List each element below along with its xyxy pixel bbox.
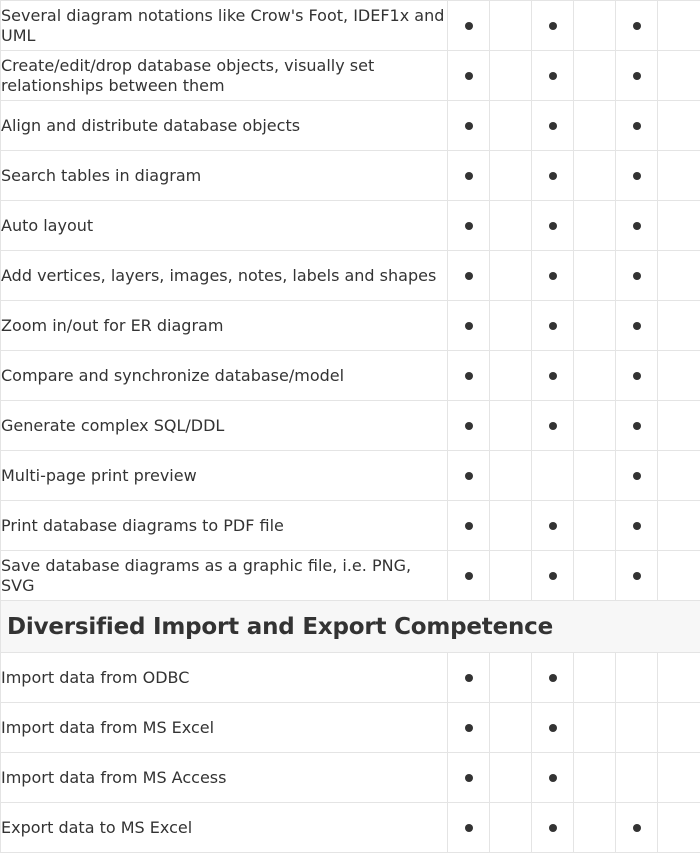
support-cell [490, 753, 532, 803]
support-cell [490, 101, 532, 151]
bullet-icon [549, 522, 557, 530]
bullet-icon [633, 272, 641, 280]
feature-label: Export data to MS Excel [1, 803, 448, 853]
feature-label: Add vertices, layers, images, notes, labels and shapes [1, 251, 448, 301]
support-cell [532, 653, 574, 703]
support-cell [490, 151, 532, 201]
support-cell [532, 1, 574, 51]
support-cell [448, 501, 490, 551]
section-title: Diversified Import and Export Competence [1, 601, 700, 653]
support-cell [448, 151, 490, 201]
support-cell [490, 401, 532, 451]
feature-row [1, 151, 700, 201]
support-cell [490, 351, 532, 401]
bullet-icon [465, 172, 473, 180]
support-cell [490, 451, 532, 501]
support-cell [658, 351, 700, 401]
support-cell [616, 251, 658, 301]
support-cell [616, 351, 658, 401]
bullet-icon [633, 824, 641, 832]
bullet-icon [633, 122, 641, 130]
bullet-icon [549, 674, 557, 682]
bullet-icon [549, 72, 557, 80]
bullet-icon [465, 122, 473, 130]
support-cell [658, 653, 700, 703]
support-cell [574, 51, 616, 101]
feature-label: Import data from ODBC [1, 653, 448, 703]
feature-label: Search tables in diagram [1, 151, 448, 201]
support-cell [532, 301, 574, 351]
support-cell [532, 753, 574, 803]
bullet-icon [549, 22, 557, 30]
feature-label: Import data from MS Access [1, 753, 448, 803]
support-cell [448, 301, 490, 351]
feature-row [1, 301, 700, 351]
feature-row [1, 753, 700, 803]
support-cell [574, 753, 616, 803]
support-cell [574, 251, 616, 301]
feature-row [1, 703, 700, 753]
bullet-icon [465, 774, 473, 782]
bullet-icon [549, 724, 557, 732]
support-cell [490, 251, 532, 301]
support-cell [490, 201, 532, 251]
bullet-icon [465, 272, 473, 280]
bullet-icon [633, 72, 641, 80]
support-cell [616, 451, 658, 501]
support-cell [532, 201, 574, 251]
support-cell [448, 1, 490, 51]
support-cell [448, 201, 490, 251]
support-cell [658, 301, 700, 351]
bullet-icon [633, 172, 641, 180]
feature-label: Align and distribute database objects [1, 101, 448, 151]
support-cell [658, 151, 700, 201]
support-cell [490, 703, 532, 753]
bullet-icon [633, 522, 641, 530]
feature-row [1, 401, 700, 451]
support-cell [490, 803, 532, 853]
feature-label: Import data from MS Excel [1, 703, 448, 753]
bullet-icon [465, 472, 473, 480]
support-cell [574, 151, 616, 201]
bullet-icon [549, 572, 557, 580]
support-cell [574, 703, 616, 753]
bullet-icon [465, 724, 473, 732]
support-cell [448, 753, 490, 803]
bullet-icon [465, 372, 473, 380]
support-cell [532, 451, 574, 501]
feature-row [1, 101, 700, 151]
support-cell [490, 301, 532, 351]
support-cell [532, 501, 574, 551]
support-cell [658, 251, 700, 301]
support-cell [574, 551, 616, 601]
feature-row [1, 251, 700, 301]
support-cell [490, 51, 532, 101]
feature-label: Several diagram notations like Crow's Foot, IDEF1x and UML [1, 1, 448, 51]
feature-label: Print database diagrams to PDF file [1, 501, 448, 551]
support-cell [574, 1, 616, 51]
support-cell [658, 551, 700, 601]
support-cell [658, 101, 700, 151]
feature-label: Multi-page print preview [1, 451, 448, 501]
support-cell [490, 501, 532, 551]
bullet-icon [549, 172, 557, 180]
support-cell [658, 201, 700, 251]
feature-label: Save database diagrams as a graphic file, i.e. PNG, SVG [1, 551, 448, 601]
bullet-icon [465, 322, 473, 330]
section-header-row [1, 601, 700, 653]
support-cell [658, 501, 700, 551]
bullet-icon [633, 22, 641, 30]
feature-row [1, 551, 700, 601]
bullet-icon [465, 522, 473, 530]
bullet-icon [549, 774, 557, 782]
support-cell [532, 551, 574, 601]
bullet-icon [465, 72, 473, 80]
feature-label: Create/edit/drop database objects, visually set relationships between them [1, 51, 448, 101]
bullet-icon [465, 22, 473, 30]
feature-row [1, 653, 700, 703]
support-cell [532, 803, 574, 853]
support-cell [448, 703, 490, 753]
support-cell [448, 551, 490, 601]
support-cell [616, 653, 658, 703]
support-cell [490, 1, 532, 51]
bullet-icon [633, 372, 641, 380]
support-cell [616, 753, 658, 803]
feature-label: Compare and synchronize database/model [1, 351, 448, 401]
bullet-icon [633, 322, 641, 330]
bullet-icon [549, 272, 557, 280]
feature-label: Auto layout [1, 201, 448, 251]
bullet-icon [633, 572, 641, 580]
bullet-icon [465, 824, 473, 832]
bullet-icon [549, 824, 557, 832]
support-cell [574, 351, 616, 401]
support-cell [532, 251, 574, 301]
support-cell [448, 451, 490, 501]
support-cell [616, 501, 658, 551]
bullet-icon [633, 472, 641, 480]
support-cell [658, 1, 700, 51]
feature-row [1, 51, 700, 101]
feature-row [1, 451, 700, 501]
feature-row [1, 351, 700, 401]
support-cell [574, 501, 616, 551]
bullet-icon [465, 572, 473, 580]
support-cell [658, 51, 700, 101]
bullet-icon [633, 422, 641, 430]
support-cell [532, 703, 574, 753]
support-cell [616, 201, 658, 251]
feature-label: Zoom in/out for ER diagram [1, 301, 448, 351]
support-cell [616, 51, 658, 101]
support-cell [658, 703, 700, 753]
bullet-icon [549, 422, 557, 430]
feature-row [1, 1, 700, 51]
support-cell [658, 451, 700, 501]
support-cell [616, 401, 658, 451]
support-cell [574, 803, 616, 853]
support-cell [532, 51, 574, 101]
support-cell [574, 401, 616, 451]
support-cell [448, 351, 490, 401]
bullet-icon [549, 122, 557, 130]
support-cell [574, 451, 616, 501]
feature-row [1, 501, 700, 551]
bullet-icon [465, 674, 473, 682]
support-cell [532, 401, 574, 451]
comparison-rows [1, 1, 700, 853]
support-cell [574, 301, 616, 351]
support-cell [616, 803, 658, 853]
support-cell [658, 803, 700, 853]
bullet-icon [549, 372, 557, 380]
support-cell [532, 101, 574, 151]
support-cell [574, 653, 616, 703]
bullet-icon [549, 222, 557, 230]
support-cell [616, 1, 658, 51]
bullet-icon [465, 422, 473, 430]
bullet-icon [465, 222, 473, 230]
support-cell [616, 101, 658, 151]
support-cell [532, 351, 574, 401]
support-cell [658, 753, 700, 803]
support-cell [616, 551, 658, 601]
feature-row [1, 803, 700, 853]
support-cell [616, 301, 658, 351]
support-cell [616, 151, 658, 201]
support-cell [490, 551, 532, 601]
support-cell [448, 803, 490, 853]
support-cell [448, 51, 490, 101]
support-cell [658, 401, 700, 451]
bullet-icon [633, 222, 641, 230]
support-cell [490, 653, 532, 703]
bullet-icon [549, 322, 557, 330]
support-cell [616, 703, 658, 753]
feature-label: Generate complex SQL/DDL [1, 401, 448, 451]
support-cell [574, 101, 616, 151]
support-cell [448, 251, 490, 301]
support-cell [532, 151, 574, 201]
support-cell [574, 201, 616, 251]
support-cell [448, 101, 490, 151]
support-cell [448, 401, 490, 451]
support-cell [448, 653, 490, 703]
feature-row [1, 201, 700, 251]
